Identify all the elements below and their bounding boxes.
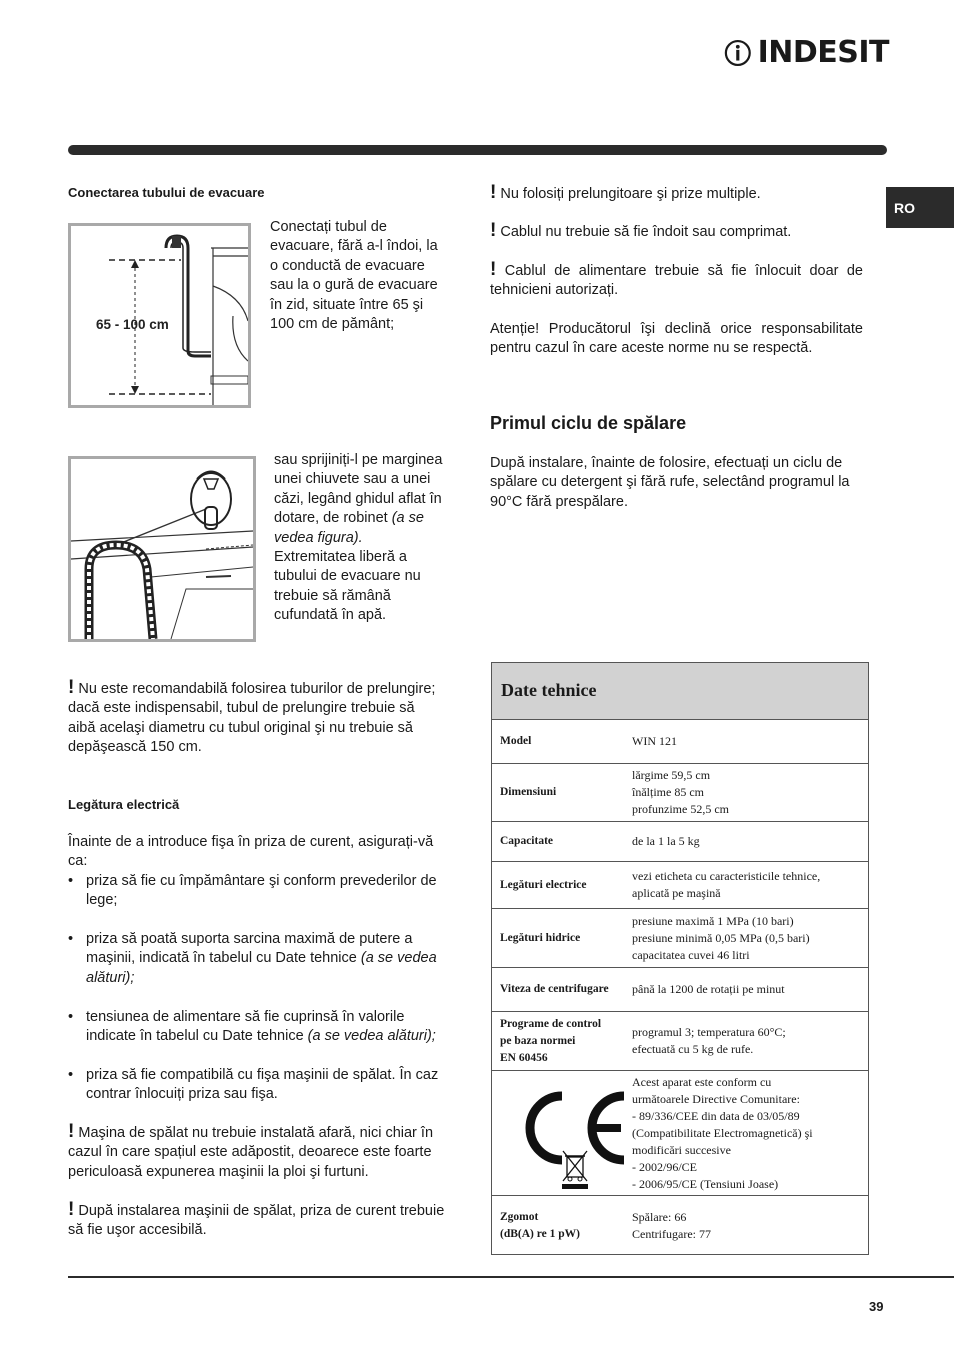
value-line: efectuată cu 5 kg de rufe. [632, 1042, 754, 1056]
first-wash-text: După instalare, înainte de folosire, efectuați un ciclu de spălare cu detergent şi fără rufe, selectând programul la 90°C fără prespălare. [490, 455, 850, 510]
row-value [632, 1012, 868, 1070]
row-value [632, 909, 868, 967]
value-line: lărgime 59,5 cm [632, 768, 711, 782]
indesit-logo [724, 30, 889, 76]
value-line: modificări succesive [632, 1142, 731, 1157]
row-value [632, 968, 868, 1011]
list-item [68, 872, 446, 911]
brand-i-icon [724, 31, 752, 75]
drain-heading: Conectarea tubului de evacuare [68, 185, 265, 200]
table-row [492, 720, 868, 764]
list-item [68, 930, 446, 988]
value-line: - 89/336/CEE din data de 03/05/89 [632, 1108, 800, 1123]
drain-text-2-main: sau sprijiniți-l pe marginea unei chiuvete sau a unei căzi, legând ghidul aflat în dotare, de robinet [274, 452, 443, 527]
warning-mark: ! [490, 182, 497, 203]
label-line: (dB(A) re 1 pW) [500, 1227, 580, 1240]
bullet-text: priza să fie cu împământare şi conform prevederilor de lege; [86, 872, 437, 909]
footer-divider [68, 1276, 954, 1278]
table-row [492, 1012, 868, 1071]
extension-warning-text: Nu este recomandabilă folosirea tuburilor de prelungire; dacă este indispensabil, tubul de prelungire trebuie să aibă acelaşi diametru cu tubul original şi nu trebuie să depăşească 150 cm. [68, 681, 436, 756]
warning-text: Nu folosiți prelungitoare şi prize multiple. [500, 186, 761, 202]
row-value [632, 1196, 868, 1255]
warning-text: Cablul de alimentare trebuie să fie înlocuit doar de tehnicieni autorizați. [490, 262, 863, 299]
warning-mark: ! [490, 258, 497, 280]
table-row [492, 822, 868, 862]
socket-warning [68, 1198, 446, 1241]
value-line: de la 1 la 5 kg [632, 834, 700, 848]
warning-mark: ! [68, 1121, 75, 1143]
tech-table-title: Date tehnice [492, 663, 868, 720]
value-line: presiune maximă 1 MPa (10 bari) [632, 913, 794, 928]
label-line: Zgomot [500, 1210, 539, 1223]
bullet-italic: (a se vedea alături); [86, 950, 437, 986]
drain-text-2 [274, 451, 446, 626]
tech-data-table [491, 662, 869, 1255]
row-value [632, 720, 868, 763]
bullet-text: priza să poată suporta sarcina maximă de putere a maşinii, indicată în tabelul cu Date tehnice [86, 931, 413, 967]
warning-item [490, 220, 863, 242]
table-row [492, 1196, 868, 1255]
weee-bin-icon [560, 1148, 590, 1190]
warning-item [490, 182, 863, 204]
warning-mark: ! [490, 220, 497, 242]
value-line: (Compatibilitate Electromagnetică) şi [632, 1125, 813, 1140]
extension-warning [68, 677, 446, 758]
value-line: WIN 121 [632, 734, 677, 748]
value-line: Acest aparat este conform cu [632, 1074, 772, 1089]
bullet-italic: (a se vedea alături); [307, 1028, 436, 1045]
warning-text: Cablul nu trebuie să fie îndoit sau comprimat. [500, 224, 792, 241]
electric-bullet-list [68, 872, 446, 1105]
table-row [492, 1071, 868, 1196]
label-line: Legături hidrice [500, 931, 581, 944]
label-line: Programe de control [500, 1017, 602, 1030]
label-line: pe baza normei [500, 1034, 576, 1047]
row-label [492, 968, 632, 1011]
right-warnings [490, 182, 863, 358]
row-value [632, 822, 868, 861]
row-value [632, 764, 868, 821]
value-line: capacitatea cuvei 46 litri [632, 947, 750, 962]
label-line: Dimensiuni [500, 786, 557, 798]
value-line: înălțime 85 cm [632, 785, 704, 799]
drain-text-2-italic: (a se vedea figura). [274, 510, 424, 546]
wall-drain-figure [68, 223, 251, 408]
value-line: aplicată pe maşină [632, 886, 721, 900]
value-line: - 2002/96/CE [632, 1159, 697, 1174]
label-line: Capacitate [500, 835, 554, 847]
bullet-text: tensiunea de alimentare să fie cuprinsă în valorile indicate în tabelul cu Date tehnice [86, 1008, 405, 1045]
row-label [492, 1012, 632, 1070]
language-tab: RO [886, 187, 954, 228]
outdoor-warning [68, 1121, 446, 1182]
attention-note: Atenție! Producătorul îşi declină orice responsabilitate pentru cazul în care aceste norme nu se respectă. [490, 320, 863, 357]
warning-item [490, 258, 863, 301]
row-label [492, 862, 632, 908]
row-value [632, 862, 868, 908]
value-line: următoarele Directive Comunitare: [632, 1091, 800, 1106]
socket-warning-text: După instalarea maşinii de spălat, priza de curent trebuie să fie uşor accesibilă. [68, 1202, 445, 1239]
list-item [68, 1066, 446, 1105]
list-item [68, 1008, 446, 1047]
value-line: profunzime 52,5 cm [632, 802, 729, 816]
first-wash-title: Primul ciclu de spălare [490, 413, 687, 433]
warning-mark: ! [68, 677, 75, 698]
row-label [492, 822, 632, 861]
height-range-label: 65 - 100 cm [96, 317, 169, 332]
value-line: programul 3; temperatura 60°C; [632, 1025, 786, 1039]
row-label [492, 764, 632, 821]
table-row [492, 764, 868, 822]
bullet-text: priza să fie compatibilă cu fişa maşinii de spălat. În caz contrar înlocuiți priza sau fişa. [86, 1066, 439, 1103]
sink-drain-figure [68, 456, 256, 642]
row-label [492, 909, 632, 967]
row-value [632, 1071, 868, 1195]
value-line: presiune minimă 0,05 MPa (0,5 bari) [632, 930, 810, 945]
value-line: până la 1200 de rotații pe minut [632, 982, 785, 996]
warning-mark: ! [68, 1198, 75, 1220]
drain-text-2-end: Extremitatea liberă a tubului de evacuare nu trebuie să rămână cufundată în apă. [274, 549, 421, 624]
brand-name: INDESIT [757, 35, 889, 70]
label-line: Legături electrice [500, 878, 587, 891]
row-label [492, 1196, 632, 1255]
label-line: Model [500, 735, 532, 747]
label-line: EN 60456 [500, 1051, 548, 1064]
value-line: Spălare: 66 [632, 1209, 687, 1224]
table-row [492, 862, 868, 909]
table-row [492, 909, 868, 968]
electric-heading: Legătura electrică [68, 797, 180, 812]
value-line: - 2006/95/CE (Tensiuni Joase) [632, 1176, 779, 1191]
value-line: Centrifugare: 77 [632, 1226, 711, 1241]
electric-section [68, 833, 446, 1240]
header-divider [68, 145, 887, 155]
value-line: vezi eticheta cu caracteristicile tehnice, [632, 869, 821, 883]
label-line: Viteza de centrifugare [500, 983, 609, 995]
table-row [492, 968, 868, 1012]
electric-intro: Înainte de a introduce fişa în priza de curent, asigurați-vă ca: [68, 834, 434, 870]
row-label [492, 720, 632, 763]
drain-text-1: Conectați tubul de evacuare, fără a-l îndoi, la o conductă de evacuare sau la o gură de evacuare în zid, situate între 65 şi 100 cm de pământ; [270, 219, 438, 333]
page-number: 39 [869, 1299, 884, 1314]
outdoor-warning-text: Maşina de spălat nu trebuie instalată afară, nici chiar în cazul în care spațiul este adăpostit, deoarece este foarte periculoasă expunerea maşinii la ploi şi furtuni. [68, 1125, 434, 1180]
